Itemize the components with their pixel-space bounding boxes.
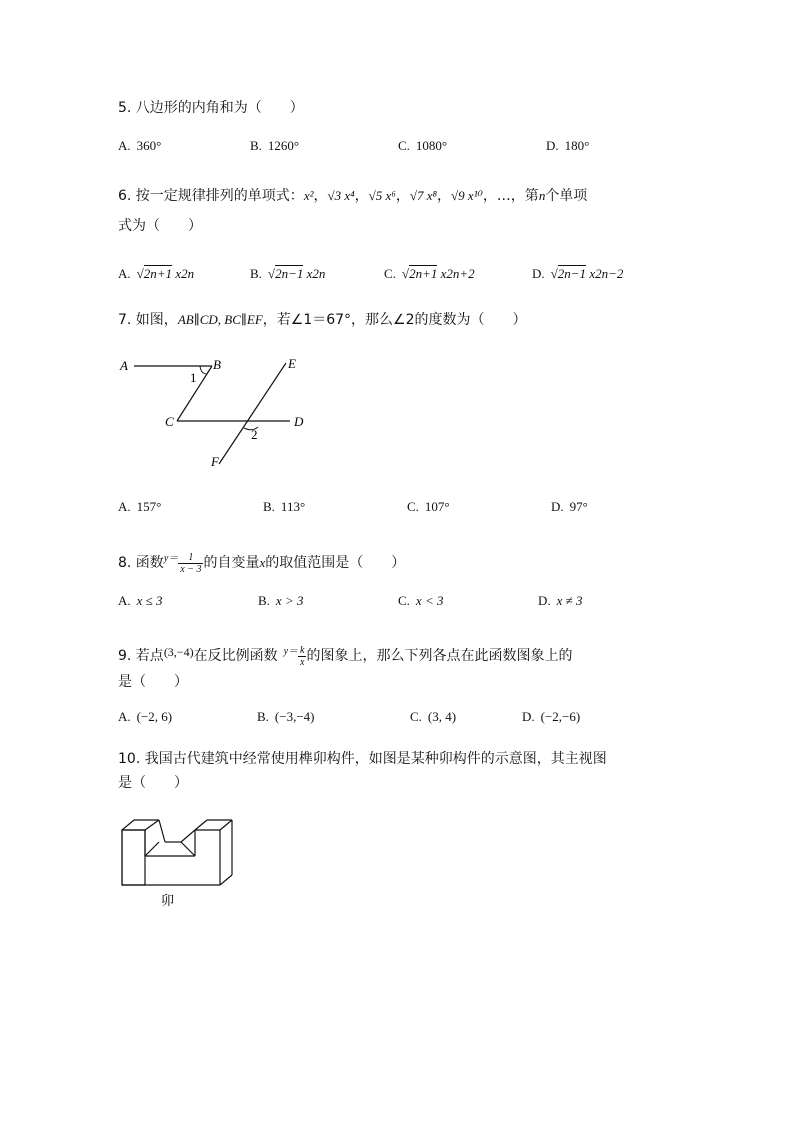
q6-option-b[interactable]: B. √2n−1 x2n xyxy=(250,266,326,281)
label-angle-2: 2 xyxy=(251,427,258,442)
q10-stem-line2: 是（ ） xyxy=(118,775,188,791)
option-power: x2n+2 xyxy=(440,266,475,281)
option-label: B. xyxy=(258,593,270,608)
q6-term-5: √9 x¹⁰ xyxy=(451,188,483,203)
q8-stem-suffix: 的取值范围是（ ） xyxy=(265,555,406,571)
mortise-caption: 卯 xyxy=(161,893,175,908)
q10-stem-line1: 10. 我国古代建筑中经常使用榫卯构件，如图是某种卯构件的示意图，其主视图 xyxy=(118,751,607,767)
q8-func-den: x − 3 xyxy=(180,563,202,575)
q8-func-y: y＝ xyxy=(163,553,179,564)
q5-option-c[interactable] xyxy=(398,137,447,156)
q6-n: n xyxy=(538,188,546,203)
q7-option-a[interactable] xyxy=(118,498,161,517)
q9-func-den: x xyxy=(300,656,305,668)
option-label: A. xyxy=(118,593,131,608)
q7-stem-prefix: 7. 如图， xyxy=(118,312,178,328)
label-d: D xyxy=(294,414,304,429)
option-label: D. xyxy=(551,499,564,514)
q6-stem-prefix: 6. 按一定规律排列的单项式： xyxy=(118,188,304,204)
option-label: C. xyxy=(407,499,419,514)
option-label: C. xyxy=(398,138,410,153)
q7-option-b[interactable] xyxy=(263,498,305,517)
q6-option-d[interactable]: D. √2n−1 x2n−2 xyxy=(532,266,624,281)
q5-option-a[interactable] xyxy=(118,137,161,156)
option-radicand: 2n−1 xyxy=(275,266,304,281)
option-label: B. xyxy=(250,266,262,281)
option-value: (−2, 6) xyxy=(136,709,173,724)
segment-ef xyxy=(219,363,286,464)
option-label: C. xyxy=(398,593,410,608)
option-label: D. xyxy=(532,266,545,281)
q8-option-b[interactable] xyxy=(258,592,303,611)
option-value: 360° xyxy=(136,138,162,153)
angle-1-arc xyxy=(200,366,207,374)
option-label: D. xyxy=(538,593,551,608)
option-power: x2n−2 xyxy=(589,266,624,281)
q6-term-3: √5 x⁶ xyxy=(368,188,396,203)
q7-stem xyxy=(118,311,527,329)
option-value: 107° xyxy=(424,499,450,514)
option-value: x < 3 xyxy=(415,593,444,608)
q7-option-c[interactable] xyxy=(407,498,450,517)
q7-option-d[interactable] xyxy=(551,498,588,517)
option-value: (−2,−6) xyxy=(540,709,581,724)
option-label: A. xyxy=(118,709,131,724)
label-e: E xyxy=(288,356,296,371)
q9-stem-prefix: 9. 若点 xyxy=(118,648,164,664)
q6-term-1: x² xyxy=(303,188,314,203)
q9-func-y: y＝ xyxy=(283,646,299,657)
q9-option-d[interactable] xyxy=(522,708,580,727)
label-angle-1: 1 xyxy=(190,370,197,385)
q9-point: (3,−4) xyxy=(163,645,194,659)
q9-stem-suffix: 的图象上，那么下列各点在此函数图象上的 xyxy=(306,648,573,664)
q8-option-a[interactable] xyxy=(118,592,163,611)
q9-func-num: k xyxy=(300,644,305,656)
q8-option-c[interactable] xyxy=(398,592,443,611)
option-label: A. xyxy=(118,138,131,153)
q8-fraction xyxy=(178,552,203,575)
q7-stem-mid: ，若∠1＝67°，那么∠2的度数为（ ） xyxy=(262,312,527,328)
q9-option-a[interactable] xyxy=(118,708,172,727)
option-value: 1080° xyxy=(415,138,448,153)
q9-stem xyxy=(118,638,572,670)
q6-stem-suffix: ，…，第 xyxy=(482,188,539,204)
q8-stem-prefix: 8. 函数 xyxy=(118,555,164,571)
q6-term-2: √3 x⁴ xyxy=(327,188,355,203)
q6-stem-suffix2: 个单项 xyxy=(545,188,588,204)
option-label: D. xyxy=(522,709,535,724)
q6-option-a[interactable]: A. √2n+1 x2n xyxy=(118,266,195,281)
q5-option-b[interactable] xyxy=(250,137,299,156)
option-value: 97° xyxy=(569,499,588,514)
label-a: A xyxy=(120,358,128,373)
option-label: C. xyxy=(384,266,396,281)
option-value: x ≠ 3 xyxy=(556,593,583,608)
q10-mortise-figure xyxy=(115,812,240,912)
option-value: x ≤ 3 xyxy=(136,593,163,608)
label-f: F xyxy=(211,454,219,469)
q9-stem-line2: 是（ ） xyxy=(118,674,188,690)
q6-stem: 6. 按一定规律排列的单项式：x²，√3 x⁴，√5 x⁶，√7 x⁸，√9 x¹⁰，…，第n个单项 xyxy=(118,188,588,204)
option-label: A. xyxy=(118,266,131,281)
q8-option-d[interactable] xyxy=(538,592,583,611)
q5-stem: 5. 八边形的内角和为（ ） xyxy=(118,100,304,116)
q8-stem xyxy=(118,545,405,577)
option-power: x2n xyxy=(175,266,195,281)
q9-stem-mid: 在反比例函数 xyxy=(193,648,278,664)
option-value: 180° xyxy=(564,138,590,153)
option-label: C. xyxy=(410,709,422,724)
option-label: B. xyxy=(263,499,275,514)
label-b: B xyxy=(213,357,221,372)
option-label: A. xyxy=(118,499,131,514)
option-value: 157° xyxy=(136,499,162,514)
option-radicand: 2n−1 xyxy=(557,266,587,281)
q7-figure xyxy=(110,350,320,475)
q9-option-b[interactable] xyxy=(257,708,315,727)
option-value: (3, 4) xyxy=(427,709,457,724)
option-value: (−3,−4) xyxy=(274,709,315,724)
q8-var: x xyxy=(259,555,266,570)
option-label: B. xyxy=(257,709,269,724)
option-label: B. xyxy=(250,138,262,153)
option-value: 1260° xyxy=(267,138,300,153)
option-power: x2n xyxy=(306,266,326,281)
q9-option-c[interactable] xyxy=(410,708,456,727)
q7-condition: AB∥CD, BC∥EF xyxy=(177,312,263,327)
option-radicand: 2n+1 xyxy=(409,266,438,281)
option-value: 113° xyxy=(280,499,306,514)
q8-stem-mid: 的自变量 xyxy=(203,555,260,571)
q5-option-d[interactable] xyxy=(546,137,589,156)
q6-stem-line2: 式为（ ） xyxy=(118,218,202,234)
option-value: x > 3 xyxy=(275,593,304,608)
label-c: C xyxy=(165,414,174,429)
option-label: D. xyxy=(546,138,559,153)
q6-term-4: √7 x⁸ xyxy=(409,188,438,203)
option-radicand: 2n+1 xyxy=(143,266,173,281)
q6-option-c[interactable]: C. √2n+1 x2n+2 xyxy=(384,266,475,281)
q8-func-num: 1 xyxy=(178,552,203,564)
mortise-front-left xyxy=(122,830,145,885)
